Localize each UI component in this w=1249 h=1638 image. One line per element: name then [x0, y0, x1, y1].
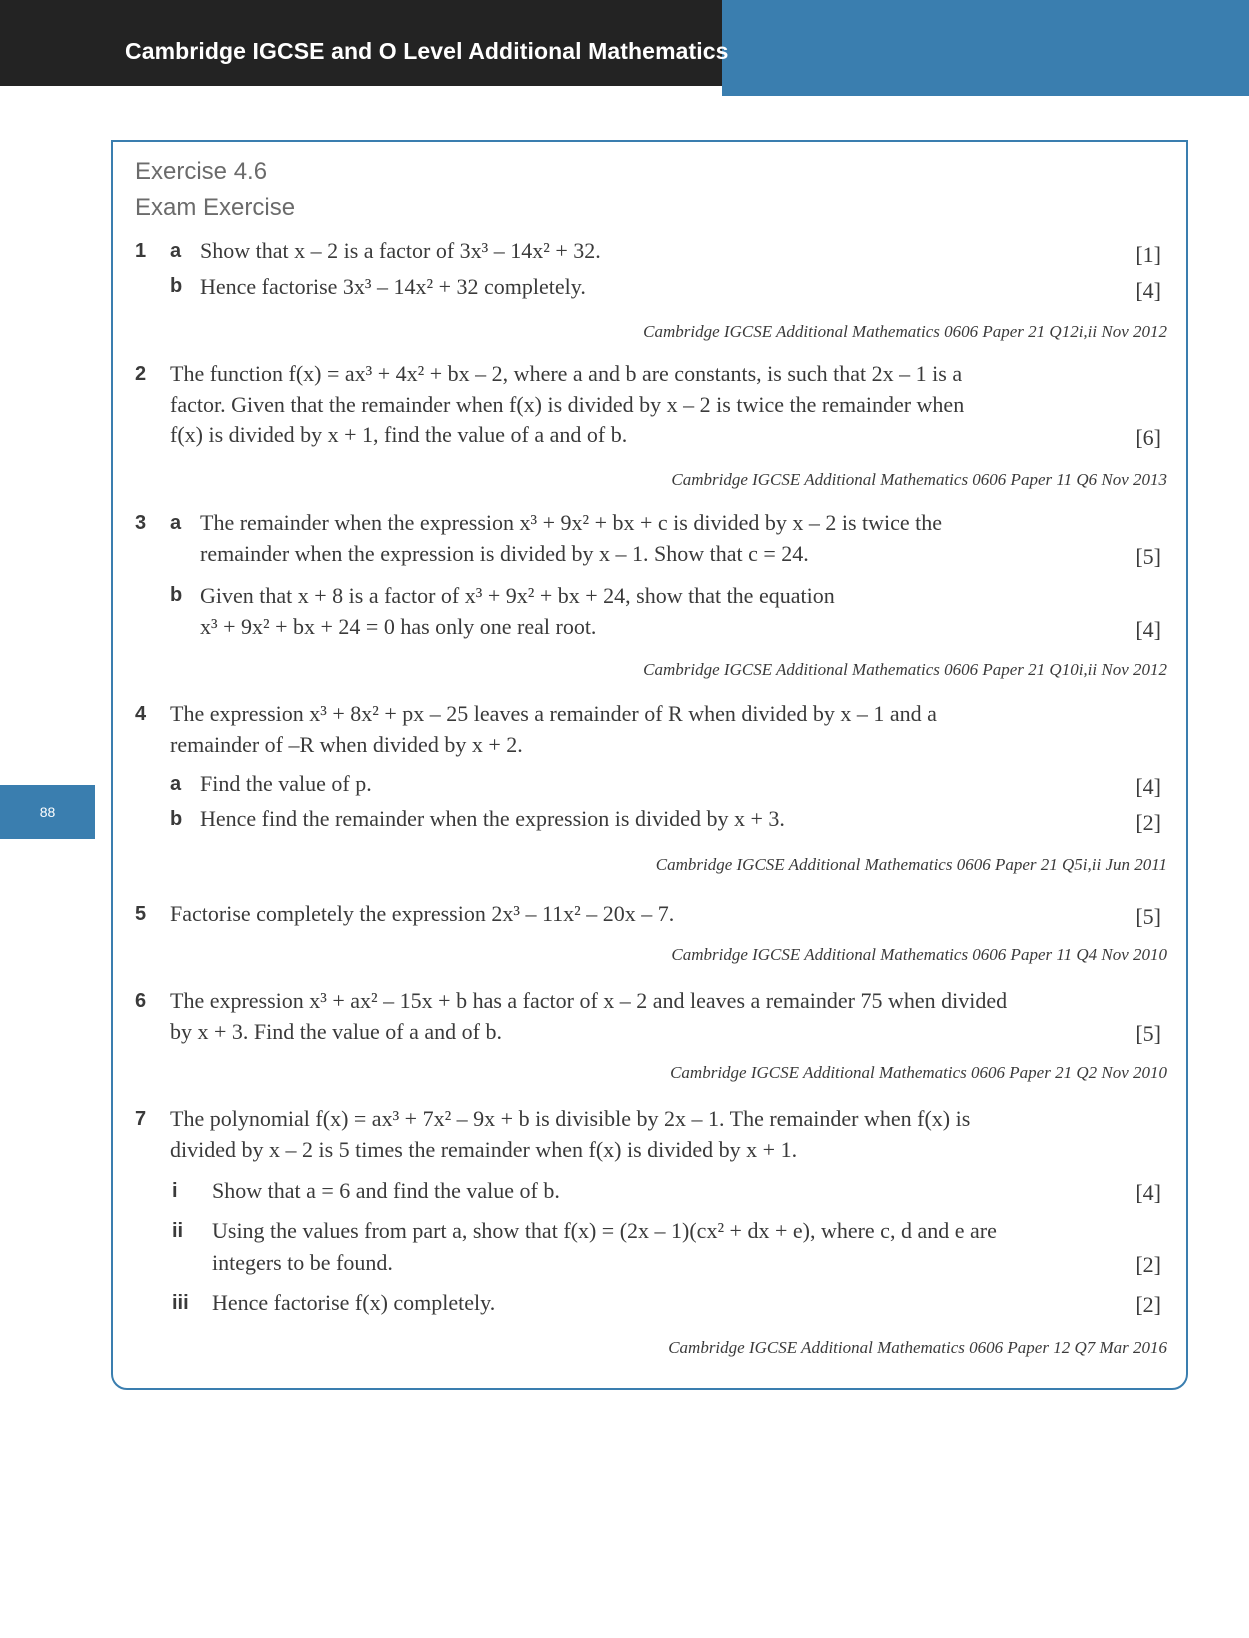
question-number: 2 [135, 363, 147, 385]
mark: [4] [1135, 617, 1161, 642]
header-accent [722, 0, 1249, 96]
mark: [1] [1135, 242, 1161, 267]
question-number: 6 [135, 990, 147, 1012]
question-text: The polynomial f(x) = ax³ + 7x² – 9x + b is divisible by 2x – 1. The remainder when f(x) is [170, 1106, 971, 1131]
page-number-tab [0, 785, 95, 839]
part-label: b [170, 584, 183, 606]
question-text: Factorise completely the expression 2x³ – 11x² – 20x – 7. [170, 901, 675, 926]
part-label: a [170, 240, 182, 262]
question-text: divided by x – 2 is 5 times the remainder when f(x) is divided by x + 1. [170, 1137, 798, 1162]
part-label: b [170, 808, 183, 830]
question-text: Using the values from part a, show that f(x) = (2x – 1)(cx² + dx + e), where c, d and e are [212, 1218, 997, 1243]
mark: [6] [1135, 425, 1161, 450]
source-citation: Cambridge IGCSE Additional Mathematics 0606 Paper 21 Q5i,ii Jun 2011 [655, 855, 1167, 874]
question-text: x³ + 9x² + bx + 24 = 0 has only one real root. [200, 614, 597, 639]
page-number: 88 [39, 804, 56, 820]
mark: [4] [1135, 1180, 1161, 1205]
mark: [4] [1135, 278, 1161, 303]
question-text: Hence factorise 3x³ – 14x² + 32 completely. [200, 274, 586, 299]
question-text: Show that x – 2 is a factor of 3x³ – 14x² + 32. [200, 238, 601, 263]
question-text: The function f(x) = ax³ + 4x² + bx – 2, where a and b are constants, is such that 2x – 1 is a [170, 361, 963, 386]
mark: [5] [1135, 1021, 1161, 1046]
question-number: 5 [135, 903, 147, 925]
mark: [5] [1135, 544, 1161, 569]
question-number: 1 [135, 240, 147, 262]
mark: [2] [1135, 1292, 1161, 1317]
part-label: i [172, 1180, 178, 1202]
question-text: The expression x³ + 8x² + px – 25 leaves a remainder of R when divided by x – 1 and a [170, 701, 937, 726]
source-citation: Cambridge IGCSE Additional Mathematics 0606 Paper 21 Q12i,ii Nov 2012 [643, 322, 1167, 341]
mark: [5] [1135, 904, 1161, 929]
question-text: by x + 3. Find the value of a and of b. [170, 1019, 502, 1044]
mark: [2] [1135, 1252, 1161, 1277]
part-label: a [170, 773, 182, 795]
source-citation: Cambridge IGCSE Additional Mathematics 0606 Paper 12 Q7 Mar 2016 [668, 1338, 1167, 1357]
mark: [2] [1135, 810, 1161, 835]
source-citation: Cambridge IGCSE Additional Mathematics 0606 Paper 11 Q6 Nov 2013 [671, 470, 1167, 489]
part-label: iii [172, 1292, 189, 1314]
source-citation: Cambridge IGCSE Additional Mathematics 0606 Paper 11 Q4 Nov 2010 [671, 945, 1167, 964]
question-text: The expression x³ + ax² – 15x + b has a factor of x – 2 and leaves a remainder 75 when divided [170, 988, 1008, 1013]
exercise-number: Exercise 4.6 [135, 158, 268, 185]
question-text: Hence find the remainder when the expression is divided by x + 3. [200, 806, 785, 831]
question-number: 4 [135, 703, 147, 725]
mark: [4] [1135, 774, 1161, 799]
question-text: factor. Given that the remainder when f(x) is divided by x – 2 is twice the remainder when [170, 392, 965, 417]
part-label: a [170, 512, 182, 534]
exercise-title: Exam Exercise [135, 194, 296, 221]
question-text: Show that a = 6 and find the value of b. [212, 1178, 560, 1203]
question-text: Find the value of p. [200, 771, 372, 796]
source-citation: Cambridge IGCSE Additional Mathematics 0606 Paper 21 Q2 Nov 2010 [670, 1063, 1167, 1082]
question-text: f(x) is divided by x + 1, find the value of a and of b. [170, 422, 628, 447]
question-number: 3 [135, 512, 147, 534]
question-text: integers to be found. [212, 1250, 393, 1275]
question-text: remainder of –R when divided by x + 2. [170, 732, 523, 757]
question-number: 7 [135, 1108, 147, 1130]
question-text: remainder when the expression is divided by x – 1. Show that c = 24. [200, 541, 809, 566]
part-label: b [170, 275, 183, 297]
question-text: Hence factorise f(x) completely. [212, 1290, 496, 1315]
book-title: Cambridge IGCSE and O Level Additional Mathematics [125, 38, 729, 64]
question-text: Given that x + 8 is a factor of x³ + 9x² + bx + 24, show that the equation [200, 583, 835, 608]
source-citation: Cambridge IGCSE Additional Mathematics 0606 Paper 21 Q10i,ii Nov 2012 [643, 660, 1167, 679]
question-text: The remainder when the expression x³ + 9x² + bx + c is divided by x – 2 is twice the [200, 510, 943, 535]
part-label: ii [172, 1220, 184, 1242]
